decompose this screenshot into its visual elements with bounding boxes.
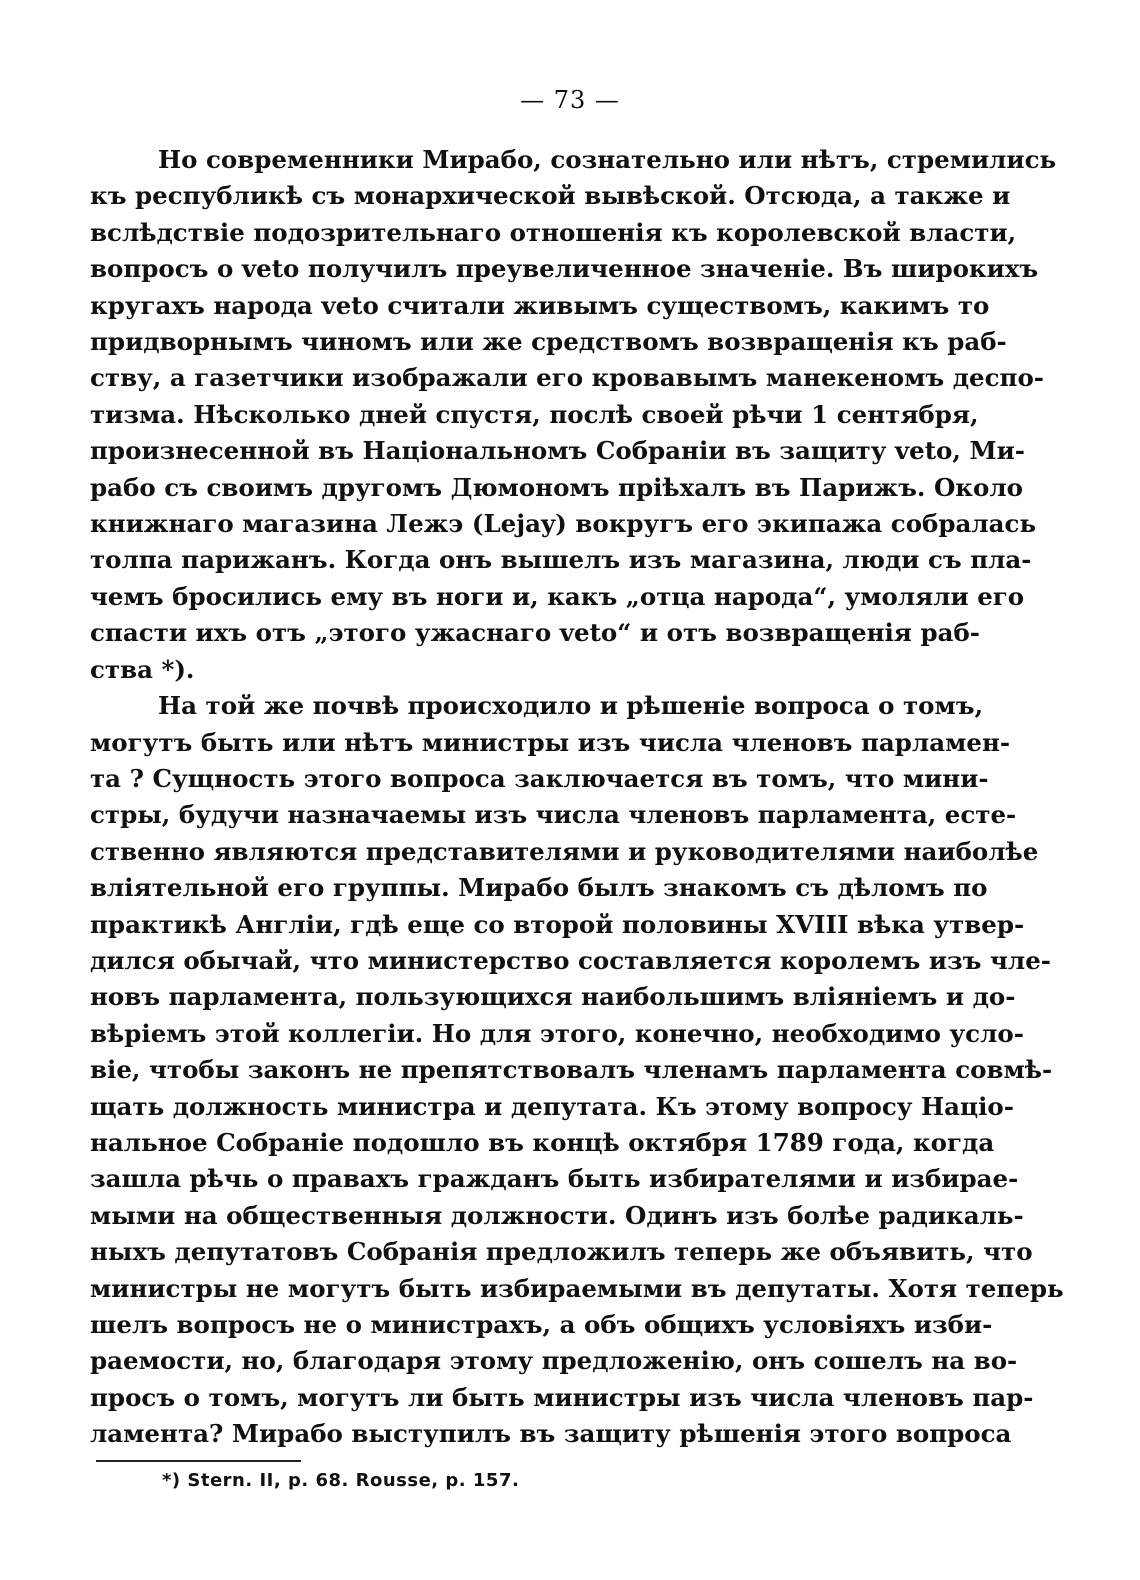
- text-line: тизма. Нѣсколько дней спустя, послѣ своей рѣчи 1 сентября,: [90, 399, 979, 429]
- text-line: ламента? Мирабо выступилъ въ защиту рѣшенія этого вопроса: [90, 1419, 1012, 1449]
- footnote-divider: [96, 1460, 301, 1462]
- footnote: *) Stern. II, p. 68. Rousse, p. 157.: [162, 1470, 520, 1491]
- text-line: На той же почвѣ происходило и рѣшеніе вопроса о томъ,: [158, 691, 984, 721]
- text-line: раемости, но, благодаря этому предложенію, онъ сошелъ на во-: [90, 1346, 1018, 1376]
- text-line: могутъ быть или нѣтъ министры изъ числа членовъ парламен-: [90, 727, 1011, 757]
- text-line: ству, а газетчики изображали его кровавымъ манекеномъ деспо-: [90, 363, 1044, 393]
- text-line: мыми на общественныя должности. Одинъ изъ болѣе радикаль-: [90, 1200, 1024, 1230]
- text-line: книжнаго магазина Лежэ (Lejay) вокругъ его экипажа собралась: [90, 509, 1037, 539]
- text-line: вопросъ о veto получилъ преувеличенное значеніе. Въ широкихъ: [90, 254, 1039, 284]
- text-line: вслѣдствіе подозрительнаго отношенія къ королевской власти,: [90, 217, 1017, 247]
- text-line: вліятельной его группы. Мирабо былъ знакомъ съ дѣломъ по: [90, 873, 988, 903]
- text-line: чемъ бросились ему въ ноги и, какъ „отца народа“, умоляли его: [90, 581, 1025, 611]
- text-line: ства *).: [90, 654, 195, 684]
- text-line: шелъ вопросъ не о министрахъ, а объ общихъ условіяхъ изби-: [90, 1310, 993, 1339]
- text-line: къ республикѣ съ монархической вывѣской. Отсюда, а также и: [90, 181, 1011, 211]
- text-line: произнесенной въ Національномъ Собраніи въ защиту veto, Ми-: [90, 436, 1025, 466]
- text-line: нальное Собраніе подошло въ концѣ октября 1789 года, когда: [90, 1127, 995, 1157]
- text-line: ныхъ депутатовъ Собранія предложилъ теперь же объявить, что: [90, 1237, 1033, 1267]
- text-line: рабо съ своимъ другомъ Дюмономъ пріѣхалъ въ Парижъ. Около: [90, 472, 1023, 502]
- text-line: министры не могутъ быть избираемыми въ депутаты. Хотя теперь: [90, 1273, 1064, 1303]
- text-line: спасти ихъ отъ „этого ужаснаго veto“ и отъ возвращенія раб-: [90, 618, 980, 648]
- text-line: практикѣ Англіи, гдѣ еще со второй половины XVIII вѣка утвер-: [90, 909, 1025, 939]
- text-line: новъ парламента, пользующихся наибольшимъ вліяніемъ и до-: [90, 982, 1016, 1012]
- text-line: стры, будучи назначаемы изъ числа членовъ парламента, есте-: [90, 800, 1017, 830]
- text-line: дился обычай, что министерство составляется королемъ изъ чле-: [90, 945, 1051, 975]
- text-line: та ? Сущность этого вопроса заключается въ томъ, что мини-: [90, 763, 989, 793]
- text-line: ственно являются представителями и руководителями наиболѣе: [90, 836, 1039, 866]
- text-line: віе, чтобы законъ не препятствовалъ членамъ парламента совмѣ-: [90, 1055, 1053, 1085]
- text-line: Но современники Мирабо, сознательно или нѣтъ, стремились: [158, 145, 1057, 174]
- text-line: кругахъ народа veto считали живымъ существомъ, какимъ то: [90, 290, 990, 320]
- text-line: вѣріемъ этой коллегіи. Но для этого, конечно, необходимо усло-: [90, 1018, 1024, 1048]
- body-text: [90, 142, 1064, 1453]
- text-line: щать должность министра и депутата. Къ этому вопросу Націо-: [90, 1091, 1014, 1121]
- text-line: придворнымъ чиномъ или же средствомъ возвращенія къ раб-: [90, 327, 1007, 357]
- text-line: зашла рѣчь о правахъ гражданъ быть избирателями и избирае-: [90, 1164, 1019, 1194]
- text-line: толпа парижанъ. Когда онъ вышелъ изъ магазина, люди съ пла-: [90, 545, 1032, 575]
- text-line: просъ о томъ, могутъ ли быть министры изъ числа членовъ пар-: [90, 1382, 1034, 1412]
- page-number: — 73 —: [520, 86, 620, 114]
